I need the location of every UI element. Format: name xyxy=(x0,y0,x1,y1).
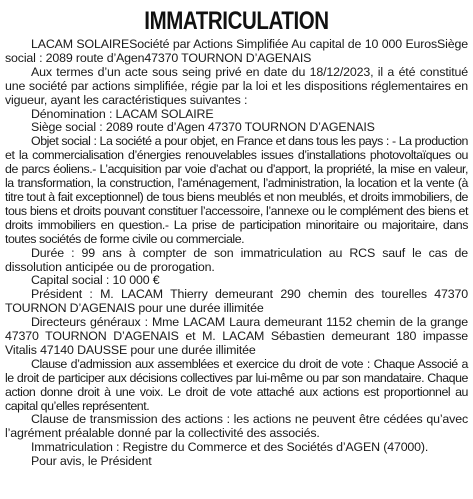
share-capital-paragraph: Capital social : 10 000 € xyxy=(31,273,160,288)
general-directors-paragraph: Directeurs généraux : Mme LACAM Laura demeurant 1152 chemin de la grange 47370 TOURNON D’AGENAIS et M. LACAM Sébastien demeurant 180 impasse Vitalis 47140 DAUSSE pour une durée illimitée xyxy=(5,315,468,357)
share-transfer-clause-paragraph: Clause de transmission des actions : les actions ne peuvent être cédées qu’avec l’agrément préalable donné par la collectivité des associés. xyxy=(5,412,468,441)
registered-office-paragraph: Siège social : 2089 route d’Agen 47370 TOURNON D’AGENAIS xyxy=(31,120,375,135)
registration-paragraph: Immatriculation : Registre du Commerce et des Sociétés d’AGEN (47000). xyxy=(31,440,429,455)
company-header-paragraph: LACAM SOLAIRESociété par Actions Simplifiée Au capital de 10 000 EurosSiège social : 2089 route d’Agen47370 TOURNON D’AGENAIS xyxy=(5,37,468,65)
notice-body xyxy=(5,38,468,469)
signature-paragraph: Pour avis, le Président xyxy=(31,454,152,469)
denomination-paragraph: Dénomination : LACAM SOLAIRE xyxy=(31,106,214,121)
notice-title: IMMATRICULATION xyxy=(144,7,329,35)
corporate-purpose-paragraph: Objet social : La société a pour objet, en France et dans tous les pays : - La production et la commercialisation d’énergies renouvelables issues d’installations photovoltaïques ou de parcs éoliens.- L’acquisition par voie d’achat ou d’apport, la propriété, la mise en valeur, la transformation, la construction, l’aménagement, l’administration, la location et la vente (à titre tout à fait exceptionnel) de tous biens meublés et non meublés, et droits immobiliers, de tous biens et droits pouvant constituer l’accessoire, l’annexe ou le complément des biens et droits immobiliers en question.- La prise de participation minoritaire ou majoritaire, dans toutes sociétés de forme civile ou commerciale. xyxy=(5,134,468,246)
president-paragraph: Président : M. LACAM Thierry demeurant 290 chemin des tourelles 47370 TOURNON D’AGENAIS pour une durée illimitée xyxy=(5,287,468,316)
duration-paragraph: Durée : 99 ans à compter de son immatriculation au RCS sauf le cas de dissolution anticipée ou de prorogation. xyxy=(5,245,468,274)
incorporation-paragraph: Aux termes d’un acte sous seing privé en date du 18/12/2023, il a été constitué une société par actions simplifiée, régie par la loi et les dispositions réglementaires en vigueur, ayant les caractéristiques suivantes : xyxy=(5,64,468,107)
legal-notice xyxy=(5,4,468,469)
voting-clause-paragraph: Clause d’admission aux assemblées et exercice du droit de vote : Chaque Associé a le droit de participer aux décisions collectives par lui-même ou par son mandataire. Chaque action donne droit à une voix. Le droit de vote attaché aux actions est proportionnel au capital qu’elles représentent. xyxy=(5,356,468,413)
